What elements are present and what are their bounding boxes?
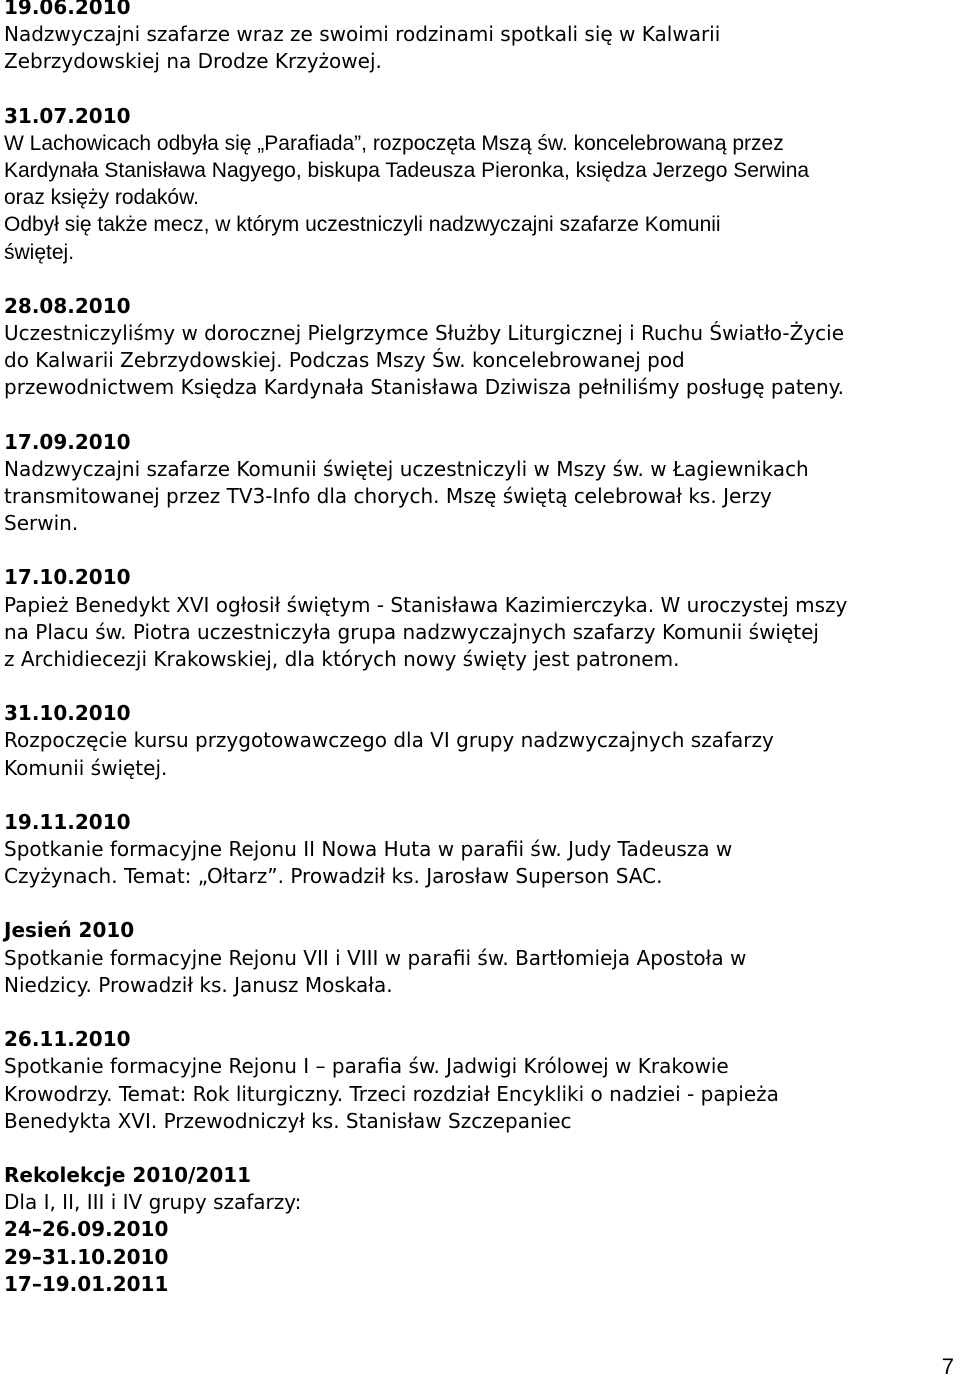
entry-2010-10-31 [4,700,956,782]
retreats-subtitle: Dla I, II, III i IV grupy szafarzy: [4,1190,302,1215]
entry-line: do Kalwarii Zebrzydowskiej. Podczas Mszy Św. koncelebrowanej pod [4,348,685,373]
retreats-section [4,1162,956,1298]
retreat-date: 29–31.10.2010 [4,1244,169,1269]
entry-2010-11-19 [4,809,956,891]
entry-line: Niedzicy. Prowadził ks. Janusz Moskała. [4,972,393,997]
entry-line: Serwin. [4,511,79,536]
entry-date: 19.06.2010 [4,0,131,19]
entry-line: Kardynała Stanisława Nagyego, biskupa Tadeusza Pieronka, księdza Jerzego Serwina [4,159,810,183]
entry-date: 26.11.2010 [4,1027,131,1052]
page-number: 7 [941,1354,954,1379]
document-page [4,0,956,1325]
entry-date: 28.08.2010 [4,293,131,318]
entry-line: Benedykta XVI. Przewodniczył ks. Stanisław Szczepaniec [4,1108,572,1133]
entry-line: Papież Benedykt XVI ogłosił świętym - Stanisława Kazimierczyka. W uroczystej mszy [4,592,848,617]
entry-line: W Lachowicach odbyła się „Parafiada”, rozpoczęta Mszą św. koncelebrowaną przez [4,131,784,155]
entry-line: oraz księży rodaków. [4,186,199,210]
entry-2010-06-19 [4,0,956,76]
retreat-dates [4,1216,956,1298]
entry-line: Krowodrzy. Temat: Rok liturgiczny. Trzeci rozdział Encykliki o nadziei - papieża [4,1081,779,1106]
entry-line: Zebrzydowskiej na Drodze Krzyżowej. [4,49,382,74]
retreat-date: 17–19.01.2011 [4,1271,169,1296]
entry-line: Spotkanie formacyjne Rejonu I – parafia św. Jadwigi Królowej w Krakowie [4,1054,729,1079]
entry-line: transmitowanej przez TV3-Info dla chorych. Mszę świętą celebrował ks. Jerzy [4,484,772,509]
entry-line: świętej. [4,240,75,264]
entry-date: 31.10.2010 [4,701,131,726]
entry-line: Odbył się także mecz, w którym uczestniczyli nadzwyczajni szafarze Komunii [4,213,721,237]
entry-2010-11-26 [4,1026,956,1135]
entry-autumn-2010 [4,917,956,999]
entry-line: Spotkanie formacyjne Rejonu VII i VIII w parafii św. Bartłomieja Apostoła w [4,945,747,970]
entry-line: z Archidiecezji Krakowskiej, dla których nowy święty jest patronem. [4,647,680,672]
entry-date: Jesień 2010 [4,918,135,943]
entry-2010-10-17 [4,564,956,673]
entry-line: Komunii świętej. [4,755,168,780]
entry-line: Nadzwyczajni szafarze wraz ze swoimi rodzinami spotkali się w Kalwarii [4,22,721,47]
entry-line: Rozpoczęcie kursu przygotowawczego dla VI grupy nadzwyczajnych szafarzy [4,728,774,753]
entry-2010-07-31 [4,103,956,266]
entry-line: na Placu św. Piotra uczestniczyła grupa nadzwyczajnych szafarzy Komunii świętej [4,619,819,644]
entry-line: Uczestniczyliśmy w dorocznej Pielgrzymce Służby Liturgicznej i Ruchu Światło-Życie [4,321,845,346]
entry-line: Nadzwyczajni szafarze Komunii świętej uczestniczyli w Mszy św. w Łagiewnikach [4,456,809,481]
entry-date: 17.10.2010 [4,565,131,590]
entry-line: Spotkanie formacyjne Rejonu II Nowa Huta w parafii św. Judy Tadeusza w [4,837,733,862]
entry-2010-08-28 [4,293,956,402]
entry-line: Czyżynach. Temat: „Ołtarz”. Prowadził ks. Jarosław Superson SAC. [4,864,663,889]
entry-date: 31.07.2010 [4,103,131,128]
retreat-date: 24–26.09.2010 [4,1217,169,1242]
entry-date: 19.11.2010 [4,809,131,834]
entry-2010-09-17 [4,429,956,538]
retreats-title: Rekolekcje 2010/2011 [4,1162,252,1187]
entry-date: 17.09.2010 [4,429,131,454]
entry-line: przewodnictwem Księdza Kardynała Stanisława Dziwisza pełniliśmy posługę pateny. [4,375,844,400]
